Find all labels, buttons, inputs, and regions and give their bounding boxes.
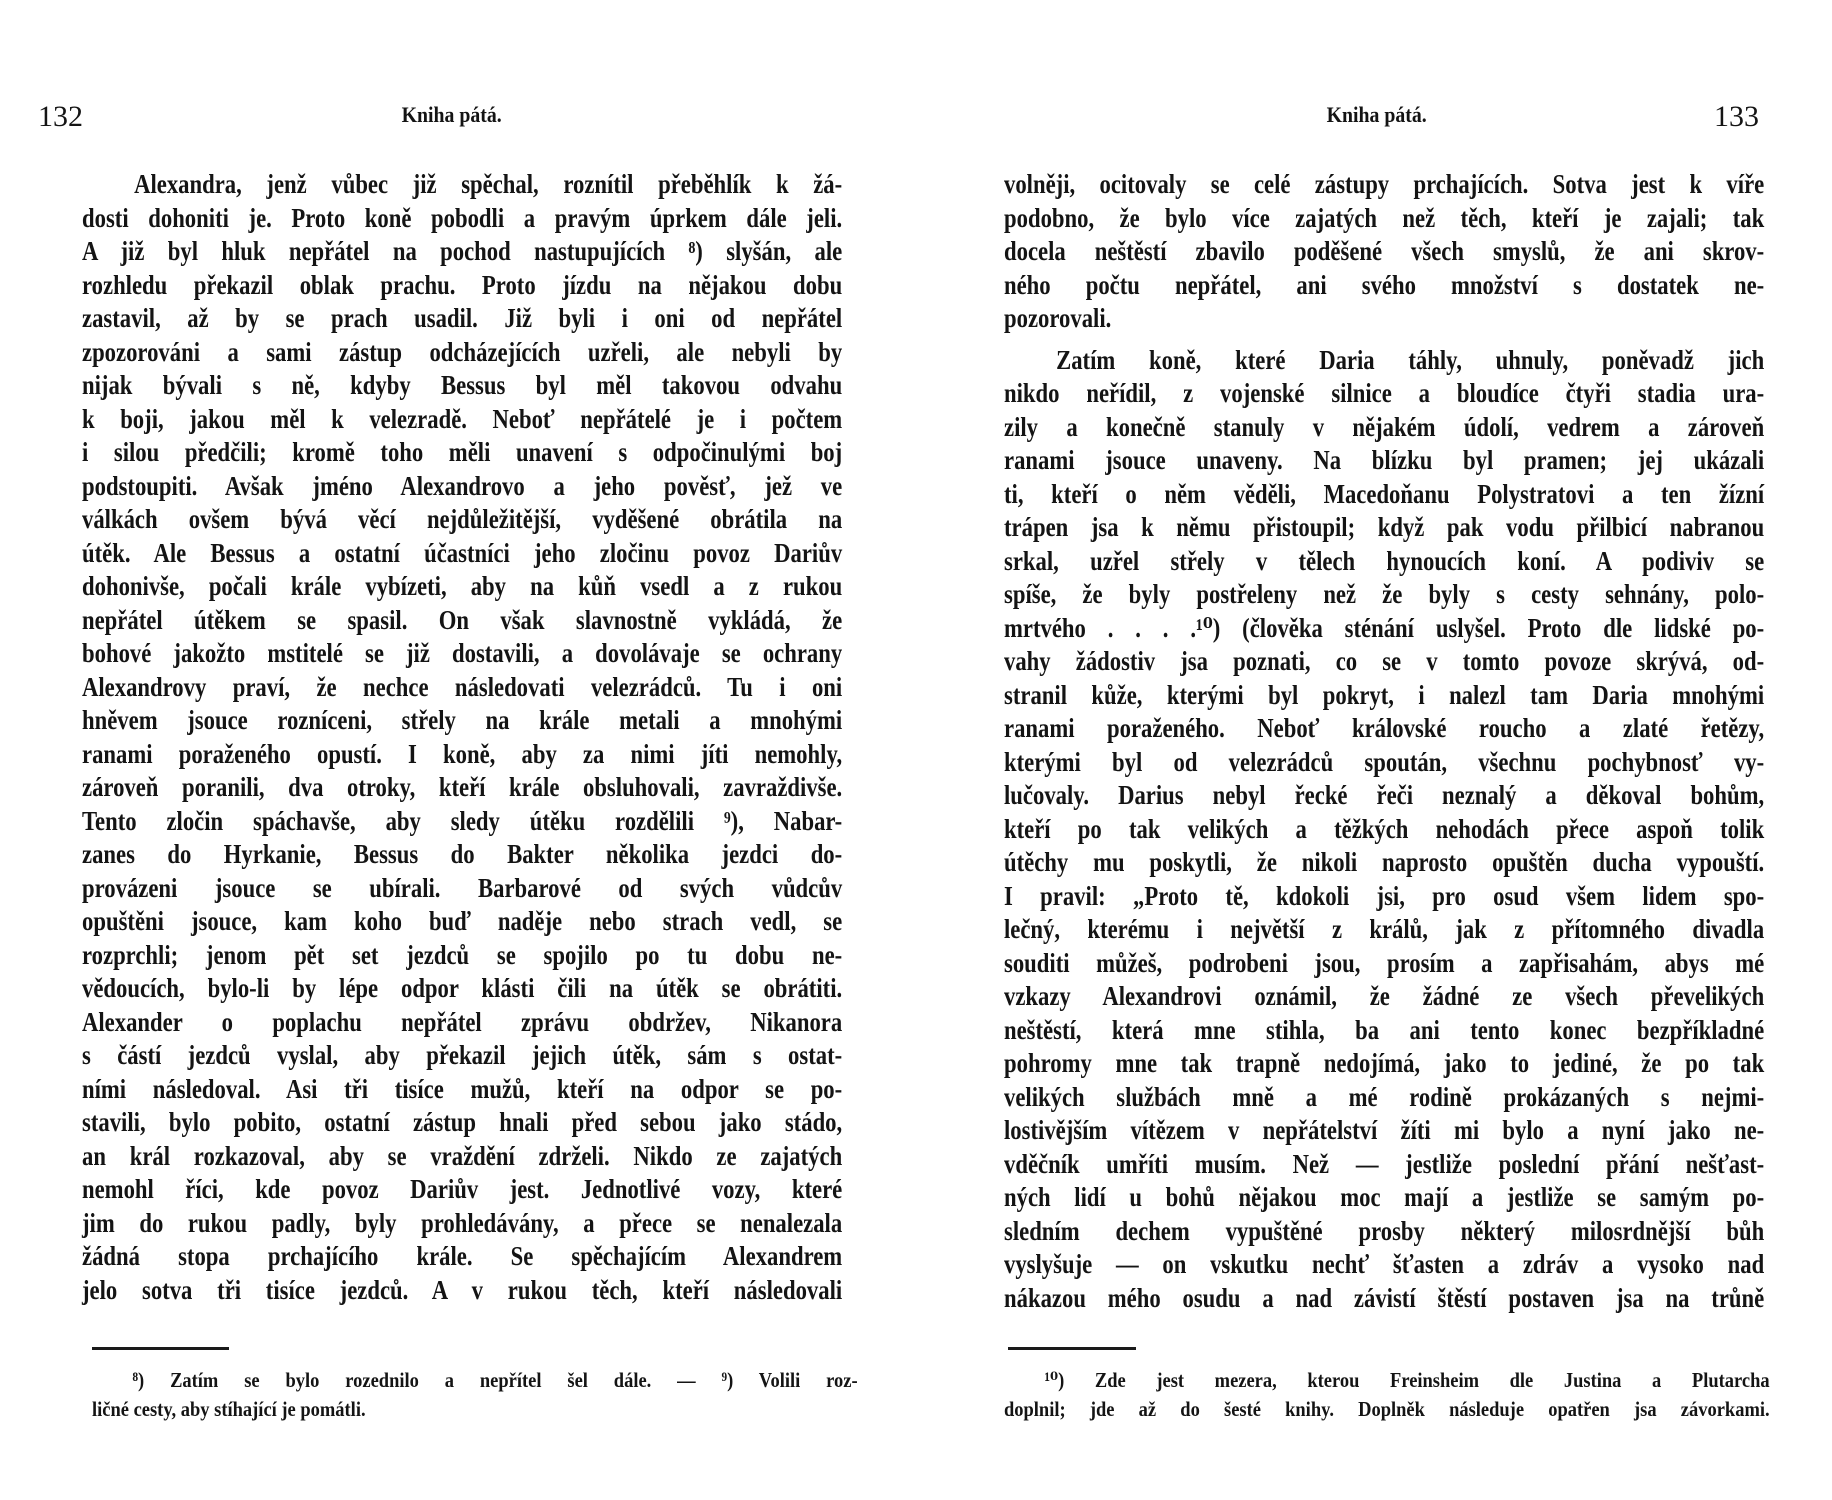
- text-line: pozorovali.: [1004, 303, 1112, 333]
- text-line: útěk. Ale Bessus a ostatní účastníci jeho zločinu povoz Dariův: [82, 537, 843, 568]
- text-line: srkal, uzřel střely v tělech hynoucích koní. A podiviv se: [1004, 545, 1765, 576]
- footnote-line: doplnil; jde až do šesté knihy. Doplněk následuje opatřen jsa závorkami.: [1004, 1397, 1770, 1421]
- text-line: volněji, ocitovaly se celé zástupy prchajících. Sotva jest k víře: [1004, 169, 1765, 199]
- text-line: zanes do Hyrkanie, Bessus do Bakter několika jezdci do-: [82, 839, 843, 869]
- text-line: kteří po tak velikých a těžkých nehodách přece aspoň tolik: [1004, 813, 1765, 844]
- text-line: rozhledu překazil oblak prachu. Proto jízdu na nějakou dobu: [82, 269, 843, 300]
- text-line: souditi můžeš, podrobeni jsou, prosím a zapřisahám, abys mé: [1004, 947, 1765, 978]
- footnote-line: ¹⁰) Zde jest mezera, kterou Freinsheim dle Justina a Plutarcha: [1044, 1368, 1770, 1392]
- text-line: žádná stopa prchajícího krále. Se spěchajícím Alexandrem: [82, 1241, 843, 1271]
- text-line: provázeni jsouce se ubírali. Barbarové od svých vůdcův: [82, 872, 843, 903]
- text-line: ného počtu nepřátel, ani svého množství s dostatek ne-: [1004, 269, 1765, 300]
- text-line: nákazou mého osudu a nad závistí štěstí postaven jsa na trůně: [1004, 1282, 1765, 1313]
- paragraph: [1004, 168, 1832, 336]
- right-page: [916, 0, 1832, 1500]
- text-line: dosti dohoniti je. Proto koně pobodli a pravým úprkem dále jeli.: [82, 202, 843, 233]
- text-line: nepřátel útěkem se spasil. On však slavnostně vykládá, že: [82, 604, 843, 635]
- text-line: s částí jezdců vyslal, aby překazil jejich útěk, sám s ostat-: [82, 1040, 843, 1070]
- body-text: [82, 168, 987, 1307]
- text-line: podobno, že bylo více zajatých než těch, kteří je zajali; tak: [1004, 202, 1765, 233]
- text-line: lostivějším vítězem v nepřátelství žíti mi bylo a nyní jako ne-: [1004, 1115, 1765, 1145]
- text-line: vahy žádostiv jsa poznati, co se v tomto povoze skrývá, od-: [1004, 646, 1765, 676]
- text-line: nikdo neřídil, z vojenské silnice a bloudíce čtyři stadia ura-: [1004, 378, 1765, 408]
- text-line: velikých službách mně a mé rodině prokázaných s nejmi-: [1004, 1081, 1765, 1112]
- text-line: útěchy mu poskytli, že nikoli naprosto opuštěn ducha vypouští.: [1004, 847, 1765, 877]
- text-line: dohonivše, počali krále vybízeti, aby na kůň vsedl a z rukou: [82, 571, 843, 601]
- text-line: k boji, jakou měl k velezradě. Neboť nepřátelé je i počtem: [82, 403, 843, 434]
- text-line: Alexandrovy praví, že nechce následovati velezrádců. Tu i oni: [82, 671, 843, 702]
- text-line: zpozorováni a sami zástup odcházejících uzřeli, ale nebyli by: [82, 336, 843, 367]
- text-line: stranil kůže, kterými byl pokryt, i nalezl tam Daria mnohými: [1004, 679, 1765, 710]
- page-number: 132: [38, 100, 83, 133]
- page-number: 133: [1714, 100, 1759, 133]
- text-line: nijak bývali s ně, kdyby Bessus byl měl takovou odvahu: [82, 370, 843, 400]
- text-line: Tento zločin spáchavše, aby sledy útěku rozdělili ⁹), Nabar-: [82, 805, 843, 836]
- text-line: Alexandra, jenž vůbec již spěchal, roznítil přeběhlík k žá-: [134, 169, 843, 199]
- text-line: I pravil: „Proto tě, kdokoli jsi, pro osud všem lidem spo-: [1004, 880, 1765, 911]
- text-line: vyslyšuje — on vskutku nechť šťasten a zdráv a vysoko nad: [1004, 1249, 1765, 1279]
- body-text: [1004, 168, 1832, 1315]
- footnote-line: ⁸) Zatím se bylo rozednilo a nepřítel šel dále. — ⁹) Volili roz-: [132, 1368, 858, 1392]
- text-line: ranami poraženého opustí. I koně, aby za nimi jíti nemohly,: [82, 738, 843, 769]
- text-line: Zatím koně, které Daria táhly, uhnuly, poněvadž jich: [1056, 344, 1765, 375]
- paragraph: [82, 168, 987, 1307]
- text-line: ními následoval. Asi tři tisíce mužů, kteří na odpor se po-: [82, 1073, 843, 1104]
- text-line: trápen jsa k němu přistoupil; když pak vodu přilbicí nabranou: [1004, 512, 1765, 542]
- text-line: mrtvého . . . .¹⁰) (člověka sténání uslyšel. Proto dle lidské po-: [1004, 612, 1765, 643]
- text-line: zily a konečně stanuly v nějakém údolí, vedrem a zároveň: [1004, 411, 1765, 442]
- text-line: neštěstí, která mne stihla, ba ani tento konec bezpříkladné: [1004, 1014, 1765, 1045]
- footnote-separator: [92, 1347, 229, 1350]
- text-line: vděčník umříti musím. Než — jestliže poslední přání nešťast-: [1004, 1148, 1765, 1179]
- text-line: i silou předčili; kromě toho měli unavení s odpočinulými boj: [82, 437, 843, 467]
- text-line: opuštěni jsouce, kam koho buď naděje nebo strach vedl, se: [82, 906, 843, 936]
- text-line: hněvem jsouce rozníceni, střely na krále metali a mnohými: [82, 705, 843, 735]
- text-line: rozprchli; jenom pět set jezdců se spojilo po tu dobu ne-: [82, 939, 843, 970]
- text-line: ti, kteří o něm věděli, Macedoňanu Polystratovi a ten žízní: [1004, 478, 1765, 509]
- text-line: spíše, že byly postřeleny než že byly s cesty sehnány, polo-: [1004, 579, 1765, 609]
- text-line: jim do rukou padly, byly prohledávány, a přece se nenalezala: [82, 1207, 843, 1238]
- text-line: lečný, kterému i největší z králů, jak z přítomného divadla: [1004, 914, 1765, 944]
- footnote-separator: [1008, 1347, 1136, 1350]
- text-line: kterými byl od velezrádců spoután, všechnu pochybnosť vy-: [1004, 746, 1765, 777]
- text-line: bohové jakožto mstitelé se již dostavili, a dovolávaje se ochrany: [82, 638, 843, 668]
- footnotes: [1004, 1366, 1832, 1424]
- text-line: nemohl říci, kde povoz Dariův jest. Jednotlivé vozy, které: [82, 1174, 843, 1204]
- text-line: A již byl hluk nepřátel na pochod nastupujících ⁸) slyšán, ale: [82, 236, 843, 266]
- text-line: ranami jsouce unaveny. Na blízku byl pramen; jej ukázali: [1004, 445, 1765, 475]
- footnote-line: ličné cesty, aby stíhající je pomátli.: [92, 1397, 366, 1421]
- text-line: ranami poraženého. Neboť královské roucho a zlaté řetězy,: [1004, 713, 1765, 743]
- text-line: pohromy mne tak trapně nedojímá, jako to jediné, že po tak: [1004, 1048, 1765, 1078]
- text-line: podstoupiti. Avšak jméno Alexandrovo a jeho pověsť, jež ve: [82, 470, 843, 501]
- text-line: vzkazy Alexandrovi oznámil, že žádné ze všech převelikých: [1004, 981, 1765, 1011]
- text-line: jelo sotva tři tisíce jezdců. A v rukou těch, kteří následovali: [82, 1274, 843, 1305]
- paragraph: [1004, 344, 1832, 1316]
- text-line: vědoucích, bylo-li by lépe odpor klásti čili na útěk se obrátiti.: [82, 973, 843, 1003]
- text-line: stavili, bylo pobito, ostatní zástup hnali před sebou jako stádo,: [82, 1107, 843, 1137]
- text-line: ných lidí u bohů nějakou moc mají a jestliže se samým po-: [1004, 1182, 1765, 1212]
- text-line: docela neštěstí zbavilo poděšené všech smyslů, že ani skrov-: [1004, 236, 1765, 266]
- text-line: lučovaly. Darius nebyl řecké řeči neznalý a děkoval bohům,: [1004, 780, 1765, 810]
- running-header: Kniha pátá.: [1326, 102, 1427, 127]
- running-header: Kniha pátá.: [401, 102, 502, 127]
- text-line: sledním dechem vypuštěné prosby některý milosrdnější bůh: [1004, 1215, 1765, 1246]
- text-line: Alexander o poplachu nepřátel zprávu obdržev, Nikanora: [82, 1006, 843, 1037]
- text-line: zároveň poranili, dva otroky, kteří krále obsluhovali, zavraždivše.: [82, 772, 843, 802]
- footnotes: [92, 1366, 962, 1424]
- text-line: an král rozkazoval, aby se vraždění zdrželi. Nikdo ze zajatých: [82, 1140, 843, 1171]
- text-line: zastavil, až by se prach usadil. Již byli i oni od nepřátel: [82, 303, 843, 333]
- text-line: válkách ovšem bývá věcí nejdůležitější, vyděšené obrátila na: [82, 504, 843, 534]
